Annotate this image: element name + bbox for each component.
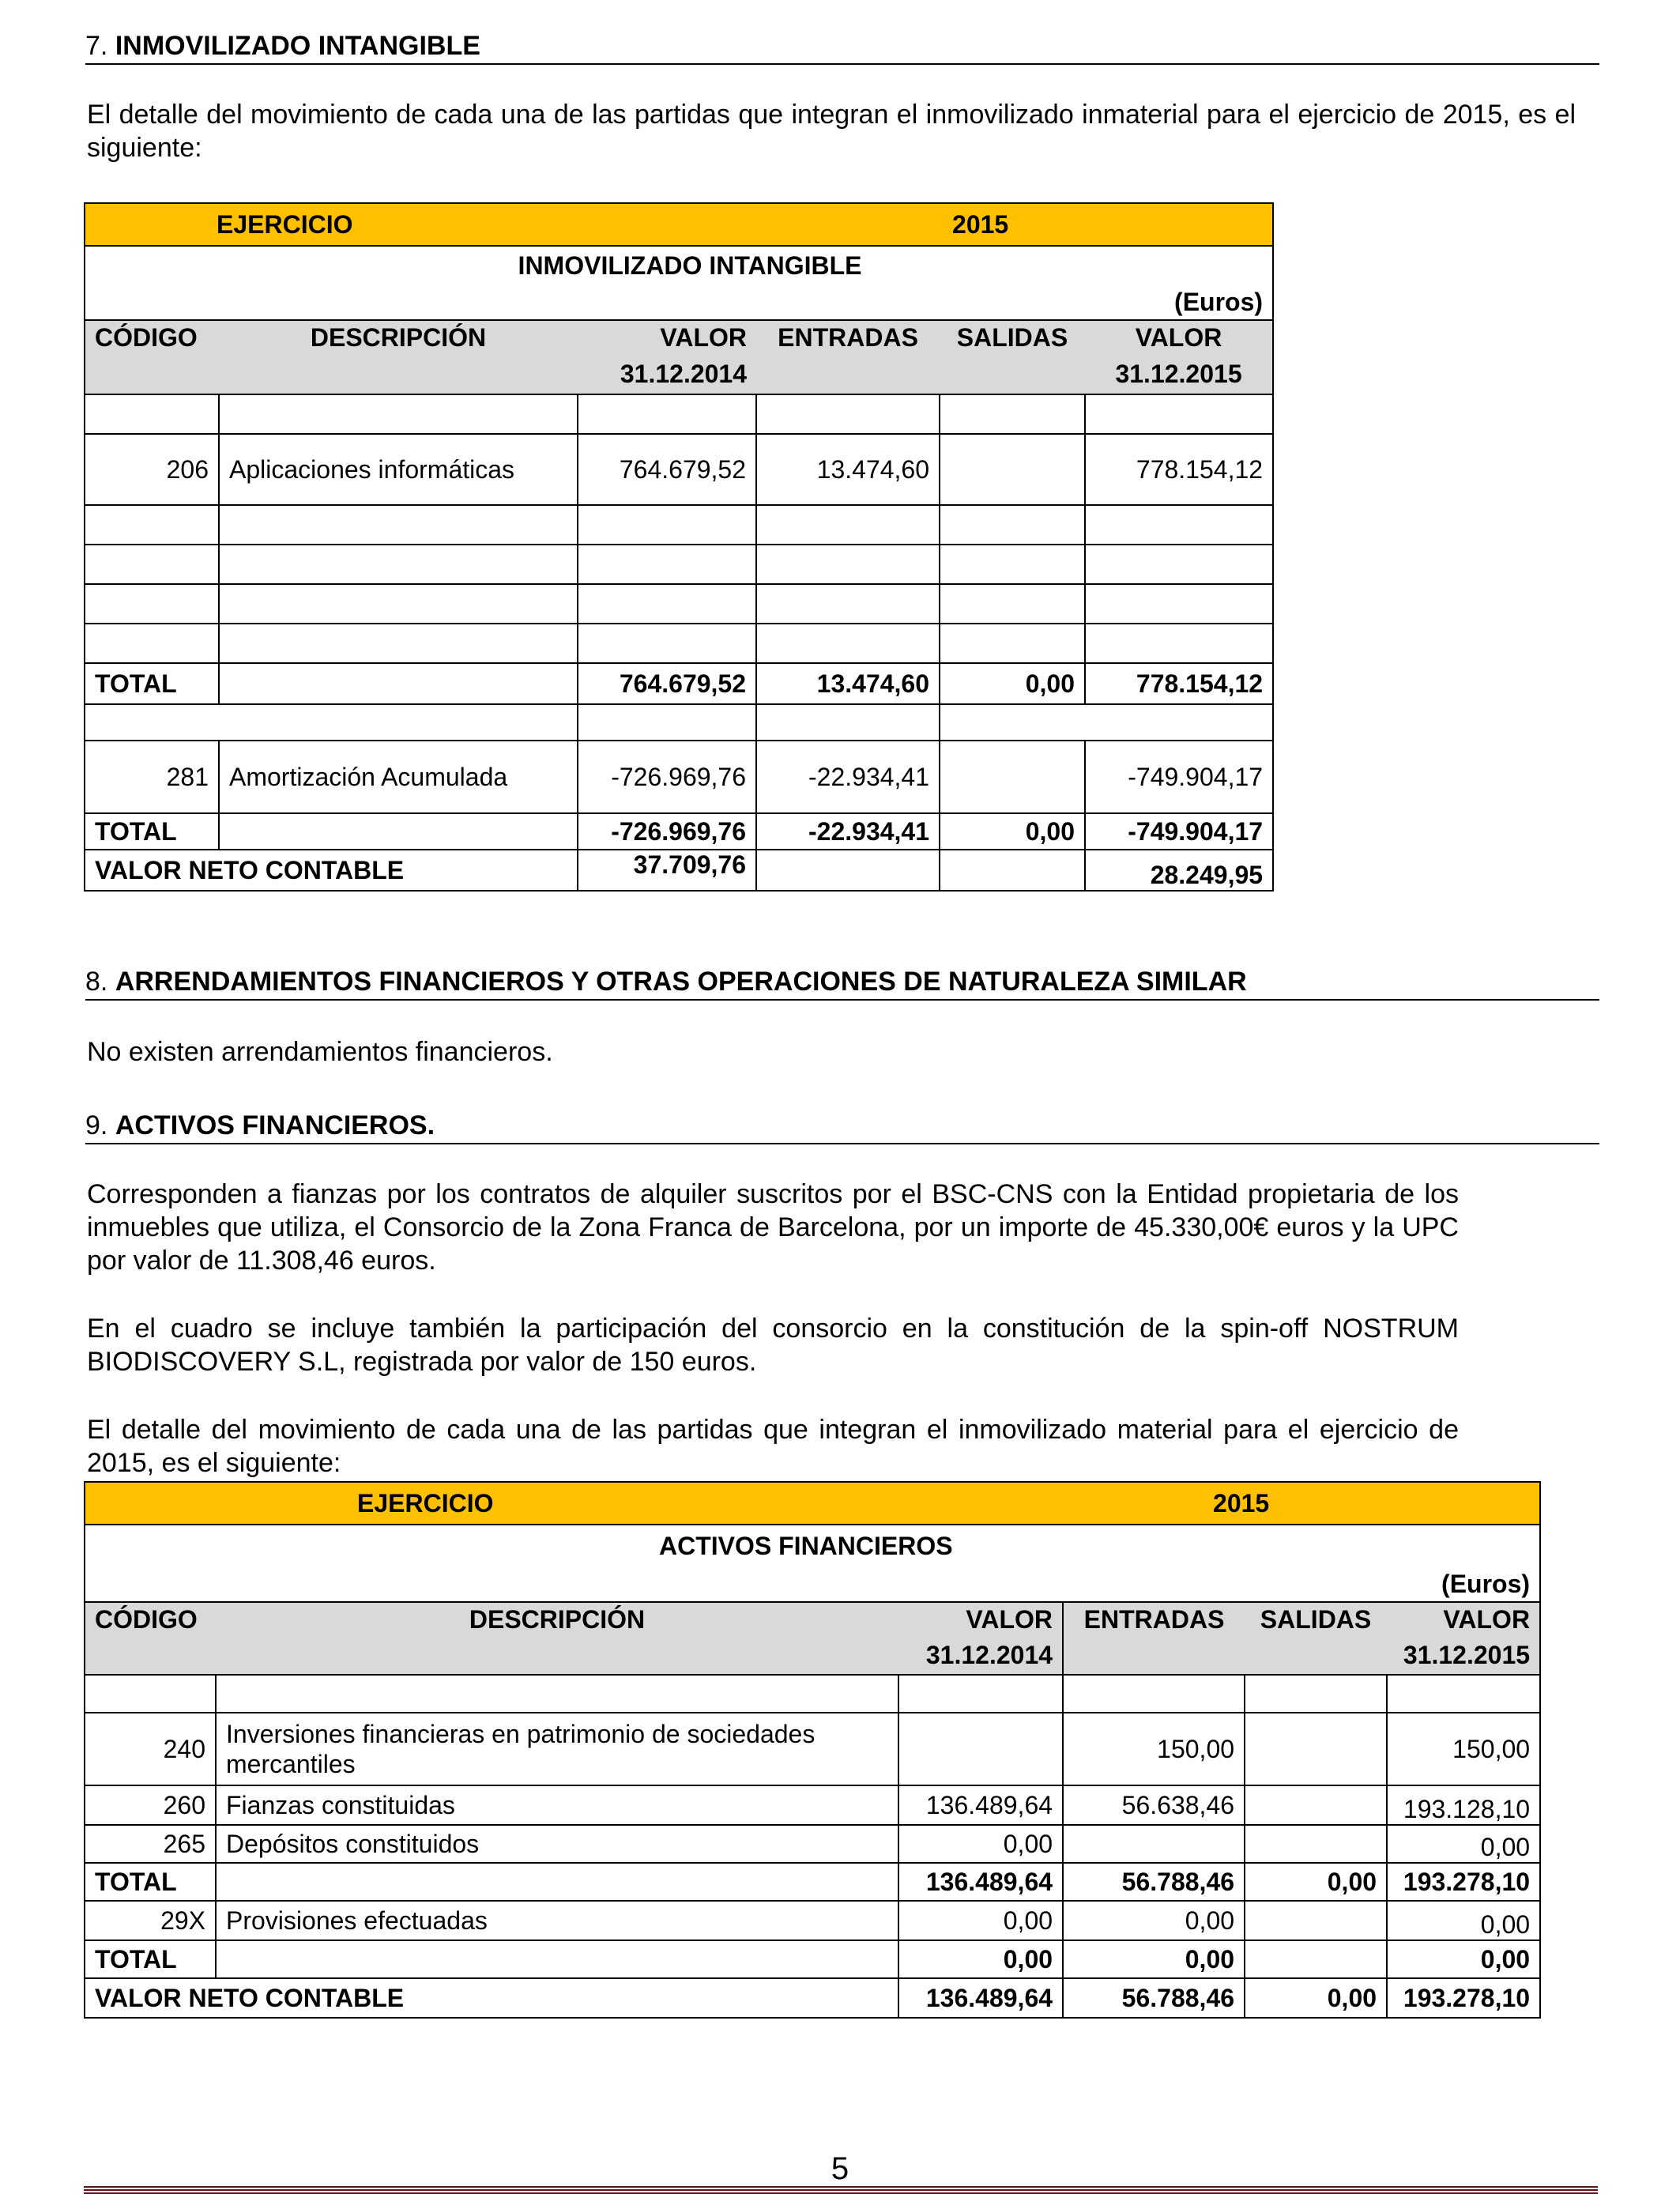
footer-rule <box>84 2186 1598 2194</box>
table-row: 281 Amortización Acumulada -726.969,76 -22.934,41 -749.904,17 <box>85 741 1273 813</box>
header-date-2015: 31.12.2015 <box>1085 355 1273 394</box>
intangible-ejercicio-row <box>85 203 1273 246</box>
page-number: 5 <box>831 2151 849 2186</box>
table-vnc-row: VALOR NETO CONTABLE 136.489,64 56.788,46 0,00 193.278,10 <box>85 1978 1540 2018</box>
units-label: (Euros) <box>85 285 1273 320</box>
table-row: 29X Provisiones efectuadas 0,00 0,00 0,00 <box>85 1901 1540 1940</box>
section-9-number: 9. <box>85 1110 115 1140</box>
table-total-row: TOTAL 0,00 0,00 0,00 <box>85 1940 1540 1978</box>
header-salidas: SALIDAS <box>1245 1602 1387 1637</box>
section-9-paragraph-1: Corresponden a fianzas por los contratos de alquiler suscritos por el BSC-CNS con la Entidad propietaria de los inmuebles que utiliza, el Consorcio de la Zona Franca de Barcelona, por un importe de 45.330,00€ euros y la UPC por valor de 11.308,46 euros. <box>87 1179 1459 1276</box>
table-header-row <box>85 320 1273 355</box>
table-total-row: TOTAL -726.969,76 -22.934,41 0,00 -749.904,17 <box>85 813 1273 850</box>
section-9-paragraph-2: En el cuadro se incluye también la participación del consorcio en la constitución de la spin-off NOSTRUM BIODISCOVERY S.L, registrada por valor de 150 euros. <box>87 1314 1459 1377</box>
section-8-heading <box>85 966 1599 1001</box>
ejercicio-label: EJERCICIO <box>85 1482 1063 1525</box>
section-9-heading <box>85 1110 1599 1144</box>
header-valor-2014: VALOR <box>578 320 756 355</box>
table-title: INMOVILIZADO INTANGIBLE <box>85 246 1273 285</box>
header-entradas: ENTRADAS <box>756 320 940 355</box>
header-salidas: SALIDAS <box>940 320 1085 355</box>
section-8-number: 8. <box>85 967 115 997</box>
header-date-2014: 31.12.2014 <box>578 355 756 394</box>
table-title: ACTIVOS FINANCIEROS <box>85 1525 1540 1567</box>
header-codigo: CÓDIGO <box>85 1602 216 1637</box>
table-total-row: TOTAL 764.679,52 13.474,60 0,00 778.154,12 <box>85 663 1273 704</box>
header-valor-2014: VALOR <box>898 1602 1063 1637</box>
units-label: (Euros) <box>85 1567 1540 1602</box>
section-7-heading <box>85 30 1599 65</box>
header-codigo: CÓDIGO <box>85 320 219 355</box>
financial-ejercicio-row <box>85 1482 1540 1525</box>
section-7-intro: El detalle del movimiento de cada una de las partidas que integran el inmovilizado inmaterial para el ejercicio de 2015, es el siguiente: <box>87 100 1576 163</box>
ejercicio-year: 2015 <box>756 203 1273 246</box>
header-entradas: ENTRADAS <box>1063 1602 1245 1637</box>
table-row: 206 Aplicaciones informáticas 764.679,52 13.474,60 778.154,12 <box>85 434 1273 505</box>
financial-assets-table <box>84 1481 1541 2019</box>
intangible-table <box>84 202 1274 892</box>
table-vnc-row: VALOR NETO CONTABLE 37.709,76 28.249,95 <box>85 850 1273 891</box>
header-descripcion: DESCRIPCIÓN <box>219 320 578 355</box>
table-row: 240 Inversiones financieras en patrimonio de sociedades mercantiles 150,00 150,00 <box>85 1713 1540 1785</box>
section-8-text: No existen arrendamientos financieros. <box>87 1037 553 1067</box>
section-9-paragraph-3: El detalle del movimiento de cada una de las partidas que integran el inmovilizado material para el ejercicio de 2015, es el siguiente: <box>87 1415 1459 1478</box>
header-date-2014: 31.12.2014 <box>898 1637 1063 1675</box>
table-total-row: TOTAL 136.489,64 56.788,46 0,00 193.278,10 <box>85 1863 1540 1901</box>
section-8-title: ARRENDAMIENTOS FINANCIEROS Y OTRAS OPERACIONES DE NATURALEZA SIMILAR <box>115 967 1247 997</box>
table-header-row <box>85 1602 1540 1637</box>
section-7-number: 7. <box>85 31 115 61</box>
header-date-2015: 31.12.2015 <box>1387 1637 1540 1675</box>
table-row: 265 Depósitos constituidos 0,00 0,00 <box>85 1825 1540 1863</box>
header-valor-2015: VALOR <box>1387 1602 1540 1637</box>
ejercicio-year: 2015 <box>1063 1482 1540 1525</box>
ejercicio-label: EJERCICIO <box>85 203 756 246</box>
section-9-title: ACTIVOS FINANCIEROS. <box>115 1110 435 1140</box>
section-7-title: INMOVILIZADO INTANGIBLE <box>115 31 480 61</box>
table-row: 260 Fianzas constituidas 136.489,64 56.638,46 193.128,10 <box>85 1785 1540 1825</box>
header-descripcion: DESCRIPCIÓN <box>216 1602 898 1637</box>
header-valor-2015: VALOR <box>1085 320 1273 355</box>
